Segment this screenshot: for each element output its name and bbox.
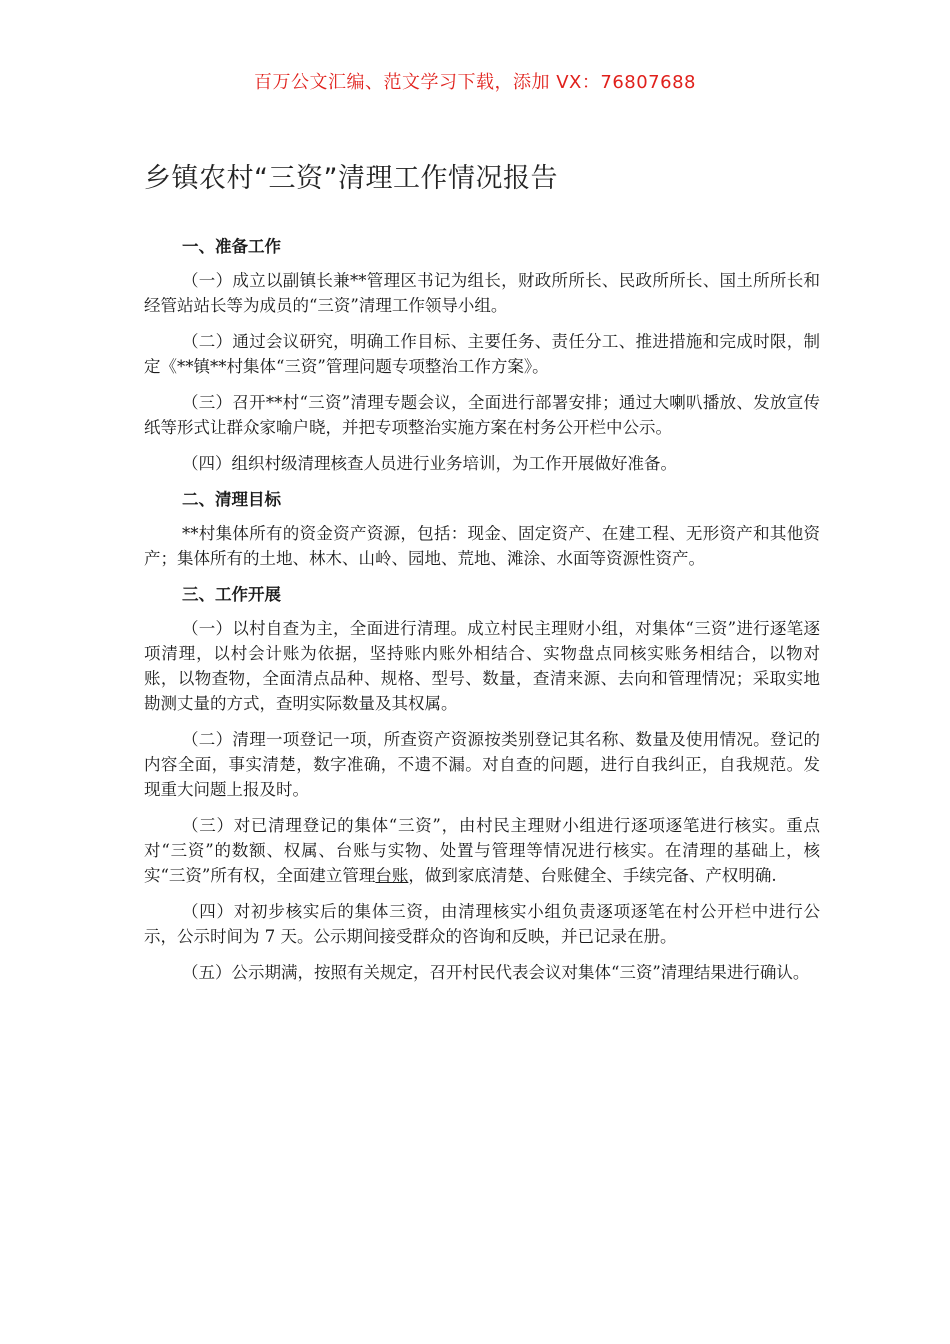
paragraph: （三）召开**村“三资”清理专题会议，全面进行部署安排；通过大喇叭播放、发放宣传纸等形式让群众家喻户晓，并把专项整治实施方案在村务公开栏中公示。 [144,393,820,437]
document-body [144,234,820,996]
paragraph: （五）公示期满，按照有关规定，召开村民代表会议对集体“三资”清理结果进行确认。 [182,963,810,982]
section-heading-work: 三、工作开展 [182,585,281,604]
paragraph: **村集体所有的资金资产资源，包括：现金、固定资产、在建工程、无形资产和其他资产；集体所有的土地、林木、山岭、园地、荒地、滩涂、水面等资源性资产。 [144,524,820,568]
paragraph: （二）通过会议研究，明确工作目标、主要任务、责任分工、推进措施和完成时限，制定《**镇**村集体“三资”管理问题专项整治工作方案》。 [144,332,820,376]
paragraph: （四）组织村级清理核查人员进行业务培训，为工作开展做好准备。 [182,454,677,473]
section-heading-preparation: 一、准备工作 [182,237,281,256]
paragraph: （一）成立以副镇长兼**管理区书记为组长，财政所所长、民政所所长、国土所所长和经管站站长等为成员的“三资”清理工作领导小组。 [144,271,820,315]
underlined-term: 台账 [375,866,409,885]
download-banner: 百万公文汇编、范文学习下载，添加 VX：76807688 [254,72,696,93]
paragraph [144,813,820,888]
paragraph: （四）对初步核实后的集体三资，由清理核实小组负责逐项逐笔在村公开栏中进行公示，公示时间为 7 天。公示期间接受群众的咨询和反映，并已记录在册。 [144,902,820,946]
document-title: 乡镇农村“三资”清理工作情况报告 [144,163,558,194]
section-heading-target: 二、清理目标 [182,490,281,509]
paragraph-text: （三）对已清理登记的集体“三资”，由村民主理财小组进行逐项逐笔进行核实。重点对“三资”的数额、权属、台账与实物、处置与管理等情况进行核实。在清理的基础上，核实“三资”所有权，全面建立管理 [144,816,820,885]
paragraph: （二）清理一项登记一项，所查资产资源按类别登记其名称、数量及使用情况。登记的内容全面，事实清楚，数字准确，不遗不漏。对自查的问题，进行自我纠正，自我规范。发现重大问题上报及时。 [144,730,820,799]
paragraph-text: ，做到家底清楚、台账健全、手续完备、产权明确. [408,866,777,885]
paragraph: （一）以村自查为主，全面进行清理。成立村民主理财小组，对集体“三资”进行逐笔逐项清理，以村会计账为依据，坚持账内账外相结合、实物盘点同核实账务相结合，以物对账，以物查物，全面清点品种、规格、型号、数量，查清来源、去向和管理情况；采取实地勘测丈量的方式，查明实际数量及其权属。 [144,619,820,713]
